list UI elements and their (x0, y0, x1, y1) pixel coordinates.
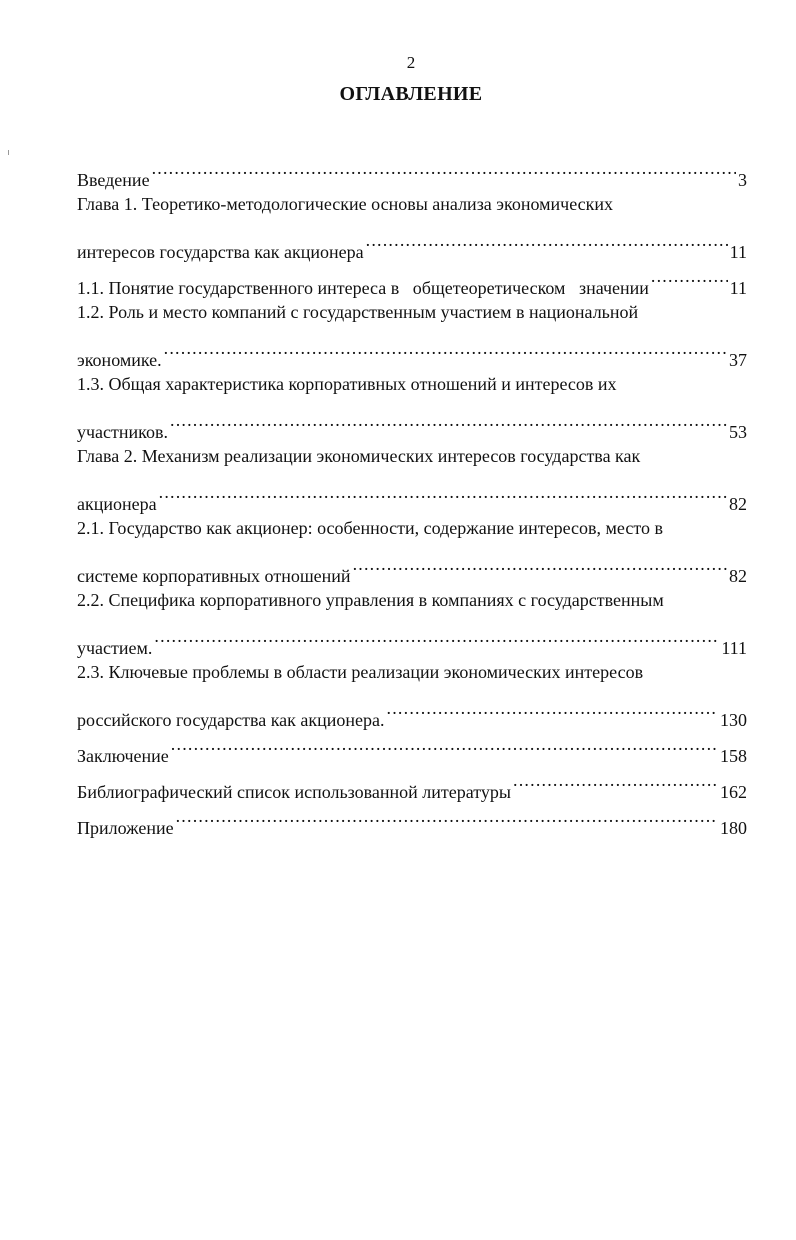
toc-entry-label: Приложение (77, 818, 174, 838)
toc-page-number: 37 (729, 350, 747, 370)
toc-entry-section-2-1[interactable] (77, 510, 747, 586)
toc-page-number: 158 (720, 746, 747, 766)
dot-leader (171, 726, 718, 762)
toc-entry-label: Глава 2. Механизм реализации экономических интересов государства как (77, 446, 641, 466)
toc-entry-label: 2.1. Государство как акционер: особенности, содержание интересов, место в (77, 518, 663, 538)
toc-entry-label: Заключение (77, 746, 169, 766)
dot-leader (170, 402, 727, 438)
toc-entry-label-continued: интересов государства как акционера (77, 242, 364, 262)
dot-leader (159, 474, 727, 510)
dot-leader (366, 222, 728, 258)
toc-entry-label: 2.2. Специфика корпоративного управления в компаниях с государственным (77, 590, 664, 610)
toc-entry-label: Введение (77, 170, 150, 190)
toc-page-number: 130 (720, 710, 747, 730)
toc-page-number: 3 (738, 170, 747, 190)
toc-page-number: 11 (729, 242, 747, 262)
toc-entry-label-continued: экономике. (77, 350, 162, 370)
toc-entry-section-2-3[interactable] (77, 654, 747, 730)
toc-entry-label: 1.1. Понятие государственного интереса в общетеоретическом значении (77, 278, 649, 298)
toc-entry-section-1-3[interactable] (77, 366, 747, 442)
toc-entry-section-2-2[interactable] (77, 582, 747, 658)
toc-entry-chapter-1[interactable] (77, 186, 747, 262)
toc-page-number: 111 (721, 638, 747, 658)
toc-entry-label-continued: системе корпоративных отношений (77, 566, 351, 586)
dot-leader (513, 762, 718, 798)
toc-page-number: 11 (729, 278, 747, 298)
toc-entry-label: Библиографический список использованной литературы (77, 782, 512, 802)
toc-entry-label-continued: российского государства как акционера. (77, 710, 385, 730)
page-title: ОГЛАВЛЕНИЕ (339, 83, 483, 105)
toc-entry-label: 1.2. Роль и место компаний с государственным участием в национальной (77, 302, 639, 322)
dot-leader (154, 618, 719, 654)
toc-entry-label: 2.3. Ключевые проблемы в области реализации экономических интересов (77, 662, 644, 682)
dot-leader (152, 150, 736, 186)
toc-entry-label-continued: участников. (77, 422, 168, 442)
toc-page-number: 53 (729, 422, 747, 442)
toc-entry-bibliography[interactable] (77, 762, 747, 802)
toc-page-number: 162 (720, 782, 747, 802)
toc-entry-introduction[interactable] (77, 150, 747, 190)
table-of-contents (77, 150, 747, 838)
toc-entry-label-continued: участием. (77, 638, 153, 658)
dot-leader (387, 690, 718, 726)
toc-page-number: 82 (729, 494, 747, 514)
toc-page-number: 82 (729, 566, 747, 586)
dot-leader (353, 546, 727, 582)
toc-entry-appendix[interactable] (77, 798, 747, 838)
toc-entry-conclusion[interactable] (77, 726, 747, 766)
page-number: 2 (406, 53, 416, 72)
toc-entry-label: 1.3. Общая характеристика корпоративных отношений и интересов их (77, 374, 617, 394)
dot-leader (176, 798, 718, 834)
dot-leader (651, 258, 728, 294)
toc-entry-label-continued: акционера (77, 494, 157, 514)
dot-leader (164, 330, 727, 366)
margin-mark (8, 150, 9, 155)
toc-page-number: 180 (720, 818, 747, 838)
toc-entry-chapter-2[interactable] (77, 438, 747, 514)
toc-entry-label: Глава 1. Теоретико-методологические основы анализа экономических (77, 194, 614, 214)
